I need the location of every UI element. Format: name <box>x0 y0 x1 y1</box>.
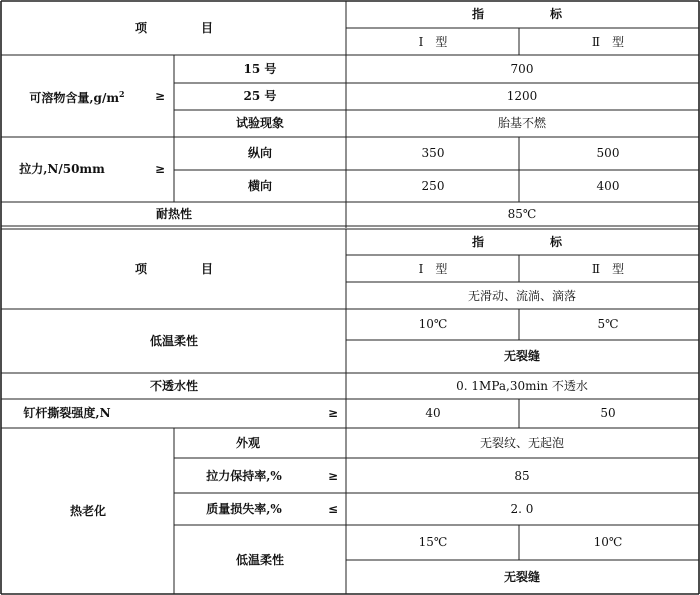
t2-header-xiang: 项 <box>134 262 148 276</box>
tear-strength-symbol: ≥ <box>327 406 339 420</box>
soluble-row-25-value: 1200 <box>506 89 538 103</box>
t2-header-biao: 标 <box>549 235 563 249</box>
soluble-row-test-label: 试验现象 <box>235 116 285 130</box>
heat-resistance-value: 85℃ <box>507 207 537 221</box>
soluble-row-25-label: 25 号 <box>243 89 277 103</box>
tear-strength-type2: 50 <box>600 406 616 420</box>
t2-header-zhi: 指 <box>471 235 485 249</box>
t1-header-mu: 目 <box>200 21 214 35</box>
t1-header-type2: Ⅱ 型 <box>591 35 625 49</box>
aging-low-temp-type2: 10℃ <box>593 535 623 549</box>
t1-header-zhi: 指 <box>471 7 485 21</box>
aging-mass-loss-label: 质量损失率,% <box>206 502 282 516</box>
soluble-symbol: ≥ <box>154 89 166 103</box>
t1-header-xiang: 项 <box>134 21 148 35</box>
heat-aging-label: 热老化 <box>69 504 107 518</box>
t2-header-type2: Ⅱ 型 <box>591 262 625 276</box>
impermeability-value: 0. 1MPa,30min 不透水 <box>456 379 588 393</box>
tensile-transverse-type2: 400 <box>596 179 620 193</box>
low-temp-type2: 5℃ <box>597 317 619 331</box>
tensile-longitudinal-type2: 500 <box>596 146 620 160</box>
t2-header-type1: Ⅰ 型 <box>418 262 448 276</box>
tensile-longitudinal-label: 纵向 <box>247 146 273 160</box>
aging-low-temp-label: 低温柔性 <box>235 553 285 567</box>
impermeability-label: 不透水性 <box>149 379 199 393</box>
low-temp-type1: 10℃ <box>418 317 448 331</box>
low-temp-result: 无裂缝 <box>503 349 541 363</box>
tear-strength-type1: 40 <box>425 406 441 420</box>
tensile-label: 拉力,N/50mm <box>19 162 105 176</box>
aging-appearance-label: 外观 <box>235 436 261 450</box>
tensile-transverse-type1: 250 <box>421 179 445 193</box>
tensile-longitudinal-type1: 350 <box>421 146 445 160</box>
soluble-unit-sup: 2 <box>119 89 125 99</box>
tear-strength-label: 钉杆撕裂强度,N <box>23 406 111 420</box>
aging-low-temp-type1: 15℃ <box>418 535 448 549</box>
t2-header-mu: 目 <box>200 262 214 276</box>
t1-header-biao: 标 <box>549 7 563 21</box>
tensile-transverse-label: 横向 <box>247 179 273 193</box>
aging-retention-symbol: ≥ <box>327 469 339 483</box>
low-temp-label: 低温柔性 <box>149 334 199 348</box>
aging-retention-value: 85 <box>514 469 530 483</box>
aging-low-temp-result: 无裂缝 <box>503 570 541 584</box>
soluble-label: 可溶物含量$,g/m^2$ <box>29 89 125 105</box>
aging-retention-label: 拉力保持率,% <box>206 469 282 483</box>
aging-mass-loss-value: 2. 0 <box>510 502 534 516</box>
soluble-row-15-value: 700 <box>510 62 534 76</box>
soluble-row-15-label: 15 号 <box>243 62 277 76</box>
soluble-row-test-value: 胎基不燃 <box>497 116 547 130</box>
aging-mass-loss-symbol: ≤ <box>327 502 339 516</box>
t1-header-type1: Ⅰ 型 <box>418 35 448 49</box>
aging-appearance-value: 无裂纹、无起泡 <box>479 436 565 450</box>
heat-resistance-label: 耐热性 <box>155 207 193 221</box>
tensile-symbol: ≥ <box>154 162 166 176</box>
heat-note: 无滑动、流淌、滴落 <box>467 289 577 303</box>
